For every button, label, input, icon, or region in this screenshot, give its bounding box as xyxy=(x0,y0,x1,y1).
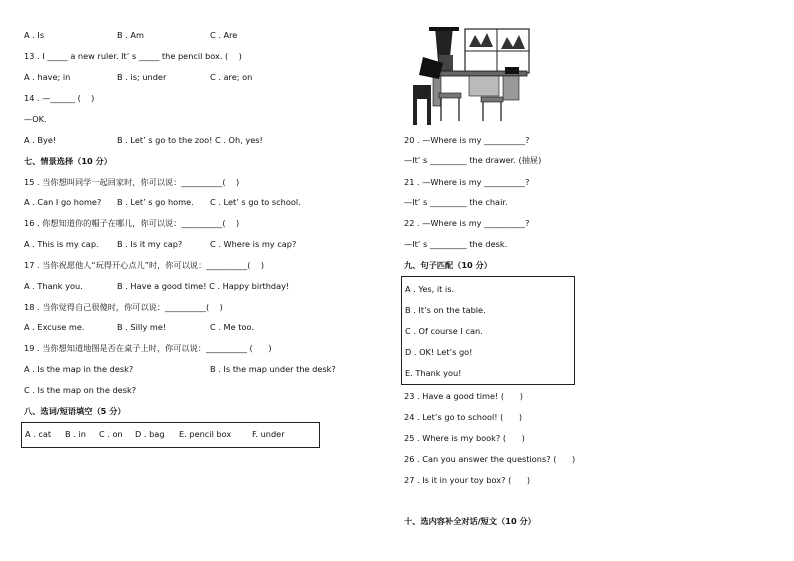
q15-option-b: B . Let’ s go home. xyxy=(117,197,194,207)
question-15: 15 . 当你想叫同学一起回家时，你可以说：__________( ) xyxy=(24,177,240,187)
question-21: 21 . —Where is my __________? xyxy=(404,177,530,187)
q13-option-c: C . are; on xyxy=(210,72,253,82)
q16-option-a: A . This is my cap. xyxy=(24,239,99,249)
question-14: 14 . —______ ( ) xyxy=(24,93,95,103)
question-25: 25 . Where is my book? ( ) xyxy=(404,433,525,443)
q17-option-bc: B . Have a good time! C . Happy birthday! xyxy=(117,281,290,291)
question-26: 26 . Can you answer the questions? ( ) xyxy=(404,454,576,464)
section-10-heading: 十、选内容补全对话/短文（10 分） xyxy=(404,516,536,526)
question-17: 17 . 当你祝愿他人“玩得开心点儿”时，你可以说：__________( ) xyxy=(24,260,265,270)
match-option-e: E. Thank you! xyxy=(405,368,462,378)
q15-option-c: C . Let’ s go to school. xyxy=(210,197,301,207)
word-bank-box xyxy=(21,422,320,448)
q12-option-c: C . Are xyxy=(210,30,238,40)
q12-option-a: A . Is xyxy=(24,30,45,40)
question-13: 13 . I _____ a new ruler. It’ s _____ the pencil box. ( ) xyxy=(24,51,242,61)
q14-option-bc: B . Let’ s go to the zoo! C . Oh, yes! xyxy=(117,135,263,145)
match-option-d: D . OK! Let’s go! xyxy=(405,347,473,357)
word-e: E. pencil box xyxy=(179,429,232,439)
word-f: F. under xyxy=(252,429,285,439)
word-b: B . in xyxy=(65,429,86,439)
q15-option-a: A . Can I go home? xyxy=(24,197,102,207)
section-8-heading: 八、选词/短语填空（5 分） xyxy=(24,406,126,416)
q19-option-a: A . Is the map in the desk? xyxy=(24,364,134,374)
q18-option-a: A . Excuse me. xyxy=(24,322,85,332)
question-23: 23 . Have a good time! ( ) xyxy=(404,391,523,401)
match-option-a: A . Yes, it is. xyxy=(405,284,455,294)
q18-option-b: B . Silly me! xyxy=(117,322,167,332)
q19-option-c: C . Is the map on the desk? xyxy=(24,385,137,395)
question-27: 27 . Is it in your toy box? ( ) xyxy=(404,475,531,485)
room-illustration xyxy=(409,27,532,125)
question-16: 16 . 你想知道你的帽子在哪儿，你可以说：__________( ) xyxy=(24,218,240,228)
match-options-box xyxy=(401,276,575,385)
question-24: 24 . Let’s go to school! ( ) xyxy=(404,412,523,422)
word-c: C . on xyxy=(99,429,123,439)
q14-response: —OK. xyxy=(24,114,47,124)
q16-option-c: C . Where is my cap? xyxy=(210,239,297,249)
q13-option-a: A . have; in xyxy=(24,72,71,82)
question-20: 20 . —Where is my __________? xyxy=(404,135,530,145)
q17-option-a: A . Thank you. xyxy=(24,281,83,291)
section-7-heading: 七、情景选择（10 分） xyxy=(24,156,112,166)
q19-option-b: B . Is the map under the desk? xyxy=(210,364,336,374)
q16-option-b: B . Is it my cap? xyxy=(117,239,183,249)
word-d: D . bag xyxy=(135,429,165,439)
section-9-heading: 九、句子匹配（10 分） xyxy=(404,260,492,270)
question-18: 18 . 当你觉得自己很傻时，你可以说：__________( ) xyxy=(24,302,223,312)
match-option-c: C . Of course I can. xyxy=(405,326,483,336)
q14-option-a: A . Bye! xyxy=(24,135,57,145)
q13-option-b: B . is; under xyxy=(117,72,167,82)
q21-answer-line: —It’ s _________ the chair. xyxy=(404,197,508,207)
question-19: 19 . 当你想知道地图是否在桌子上时，你可以说：__________ ( ) xyxy=(24,343,272,353)
match-option-b: B . It’s on the table. xyxy=(405,305,486,315)
question-22: 22 . —Where is my __________? xyxy=(404,218,530,228)
q18-option-c: C . Me too. xyxy=(210,322,254,332)
q22-answer-line: —It’ s _________ the desk. xyxy=(404,239,508,249)
q20-answer-line: —It’ s _________ the drawer. (抽屉) xyxy=(404,155,542,165)
word-a: A . cat xyxy=(25,429,52,439)
q12-option-b: B . Am xyxy=(117,30,145,40)
